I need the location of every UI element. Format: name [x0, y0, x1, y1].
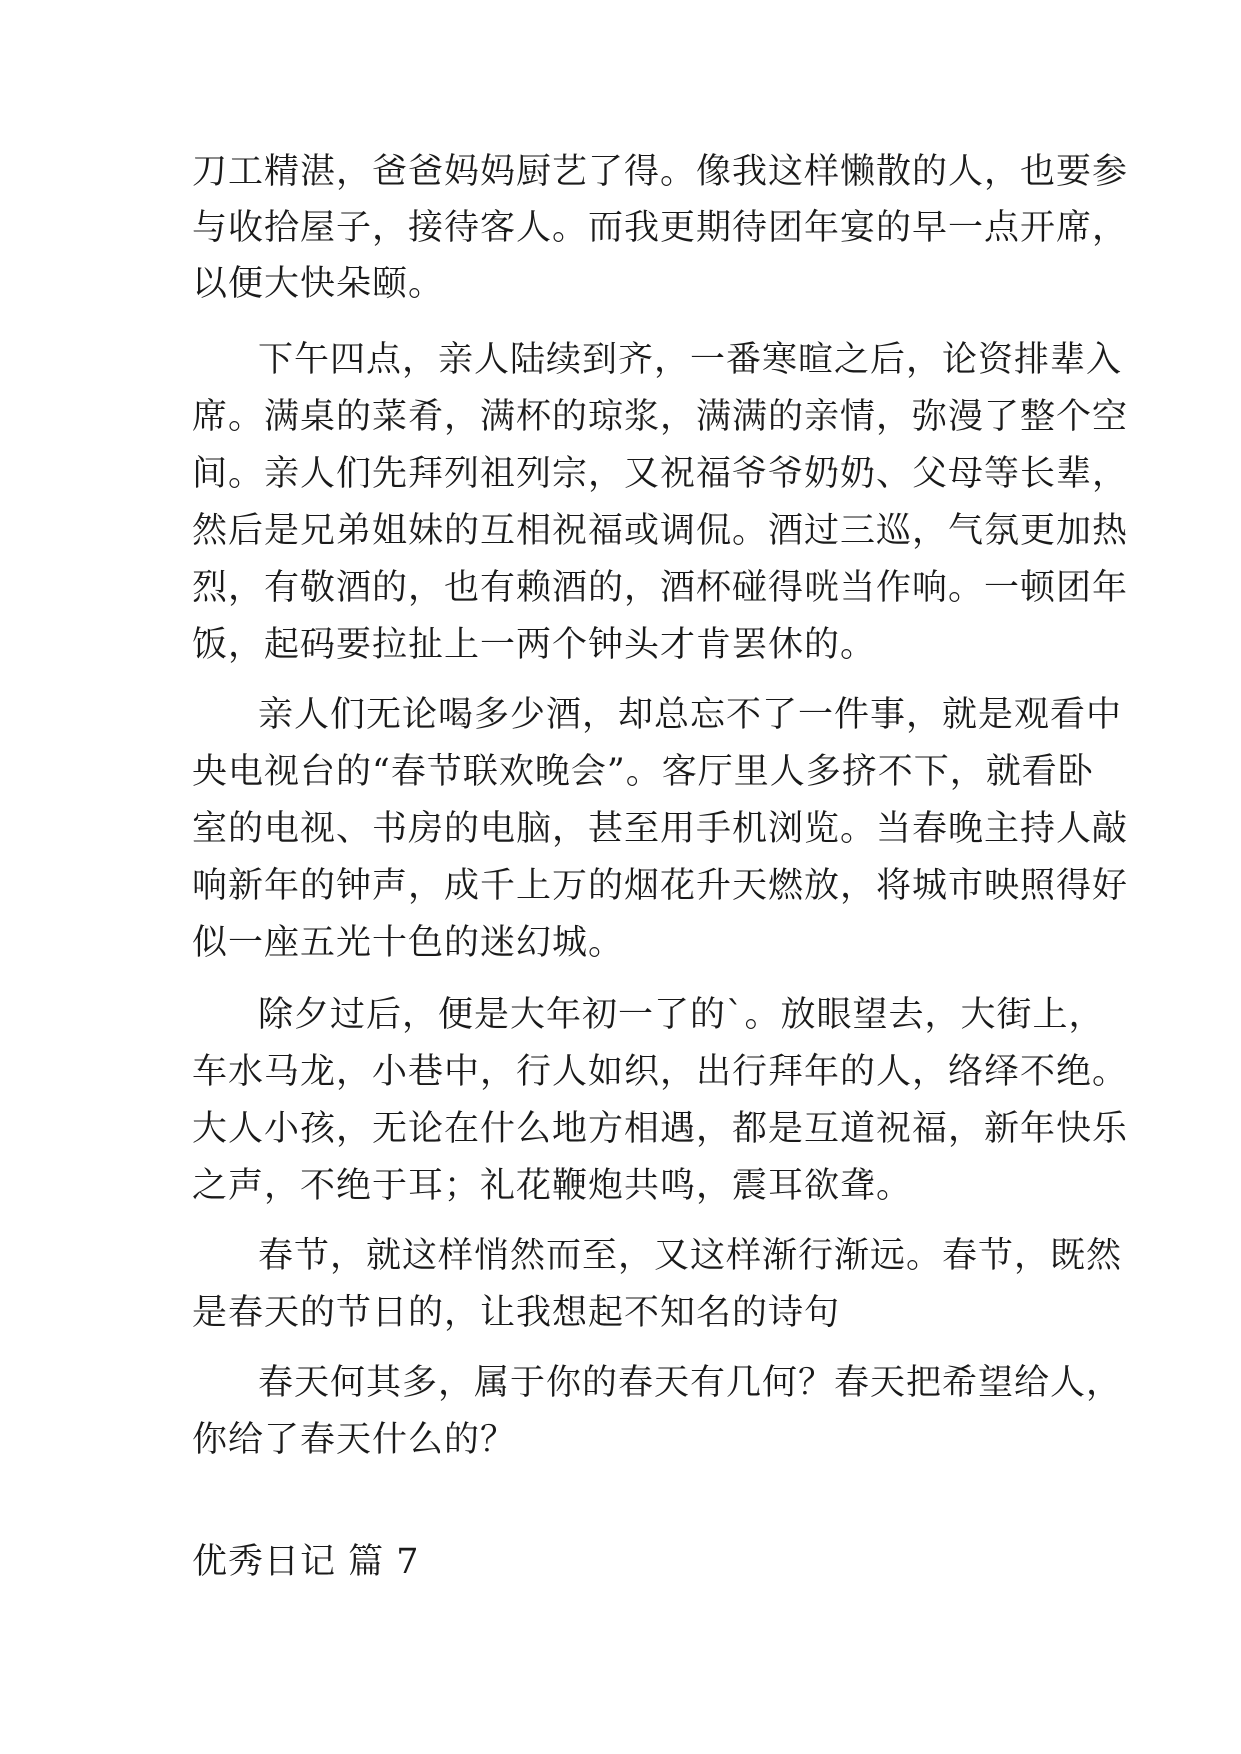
paragraph-line: 然后是兄弟姐妹的互相祝福或调侃。酒过三巡，气氛更加热 — [192, 511, 1129, 551]
paragraph-line: 春天何其多，属于你的春天有几何？春天把希望给人， — [258, 1363, 1123, 1403]
paragraph-line: 春节，就这样悄然而至，又这样渐行渐远。春节，既然 — [258, 1236, 1123, 1276]
paragraph-line: 之声，不绝于耳；礼花鞭炮共鸣，震耳欲聋。 — [192, 1166, 913, 1206]
paragraph-line: 席。满桌的菜肴，满杯的琼浆，满满的亲情，弥漫了整个空 — [192, 397, 1129, 437]
paragraph-line: 与收拾屋子，接待客人。而我更期待团年宴的早一点开席， — [192, 208, 1129, 248]
paragraph-line: 饭，起码要拉扯上一两个钟头才肯罢休的。 — [192, 625, 877, 665]
paragraph-line: 间。亲人们先拜列祖列宗，又祝福爷爷奶奶、父母等长辈， — [192, 454, 1129, 494]
paragraph-line: 你给了春天什么的？ — [192, 1420, 517, 1460]
section-heading: 优秀日记 篇 7 — [192, 1542, 420, 1582]
paragraph-line: 下午四点，亲人陆续到齐，一番寒暄之后，论资排辈入 — [258, 340, 1123, 380]
paragraph-line: 央电视台的“春节联欢晚会”。客厅里人多挤不下，就看卧 — [192, 752, 1094, 792]
paragraph-line: 是春天的节日的，让我想起不知名的诗句 — [192, 1293, 841, 1333]
paragraph-line: 车水马龙，小巷中，行人如织，出行拜年的人，络绎不绝。 — [192, 1052, 1129, 1092]
paragraph-line: 似一座五光十色的迷幻城。 — [192, 923, 625, 963]
paragraph-line: 室的电视、书房的电脑，甚至用手机浏览。当春晚主持人敲 — [192, 809, 1129, 849]
paragraph-line: 以便大快朵颐。 — [192, 264, 445, 304]
paragraph-line: 大人小孩，无论在什么地方相遇，都是互道祝福，新年快乐 — [192, 1109, 1129, 1149]
paragraph-line: 响新年的钟声，成千上万的烟花升天燃放，将城市映照得好 — [192, 866, 1129, 906]
paragraph-line: 除夕过后，便是大年初一了的`。放眼望去，大街上， — [258, 995, 1105, 1035]
paragraph-line: 烈，有敬酒的，也有赖酒的，酒杯碰得咣当作响。一顿团年 — [192, 568, 1129, 608]
paragraph-line: 亲人们无论喝多少酒，却总忘不了一件事，就是观看中 — [258, 695, 1123, 735]
paragraph-line: 刀工精湛，爸爸妈妈厨艺了得。像我这样懒散的人，也要参 — [192, 152, 1129, 192]
